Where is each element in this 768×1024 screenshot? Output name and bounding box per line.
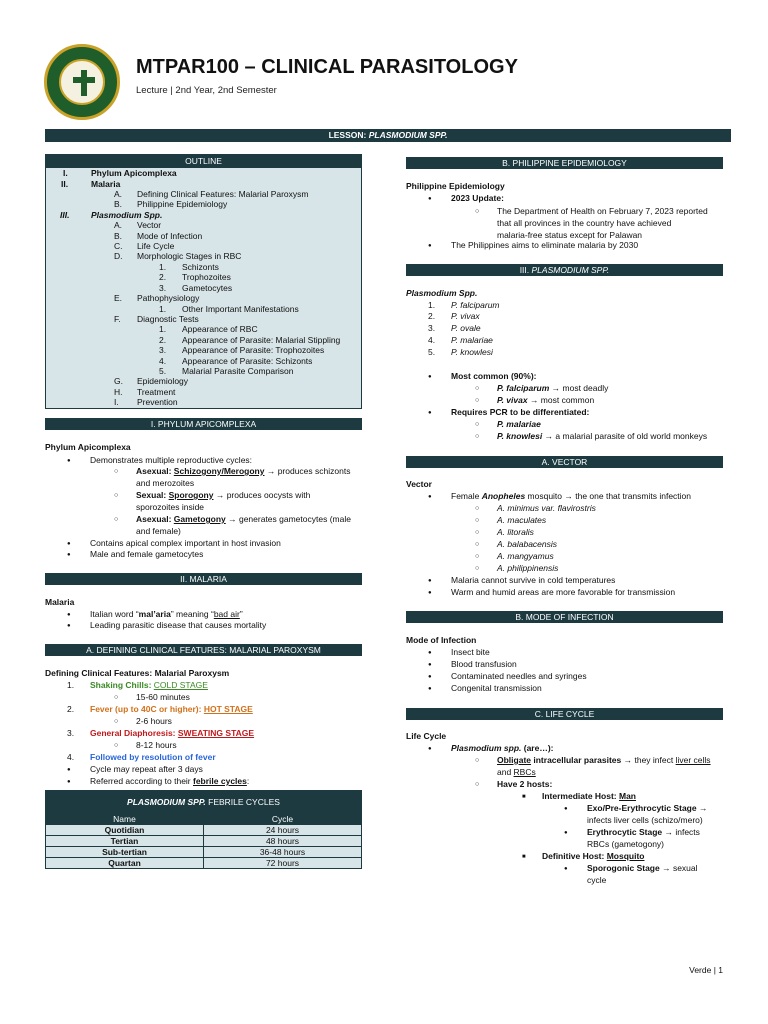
list-item: Fever (up to 40C or higher): HOT STAGE [90, 704, 253, 714]
list-num: 2. [67, 704, 75, 714]
section-bar-vector: A. VECTOR [406, 456, 723, 468]
list-item: ○ A. philippinensis [497, 563, 558, 574]
section-heading: Philippine Epidemiology [406, 181, 505, 191]
lesson-bar: LESSON: PLASMODIUM SPP. [45, 129, 731, 142]
list-item: ● Male and female gametocytes [90, 549, 203, 560]
febrile-cycles-table [45, 790, 362, 869]
section-bar-infection: B. MODE OF INFECTION [406, 611, 723, 623]
list-item: P. malariae [451, 335, 493, 345]
outline-num: A. [114, 189, 123, 199]
list-item: ○ A. minimus var. flavirostris [497, 503, 596, 514]
outline-num: G. [114, 376, 123, 386]
outline-item: Malarial Parasite Comparison [182, 366, 294, 376]
list-item: ■ Definitive Host: Mosquito [542, 851, 644, 862]
list-num: 1. [67, 680, 75, 690]
outline-item: Diagnostic Tests [137, 314, 199, 324]
section-bar-epidemiology: B. PHILIPPINE EPIDEMIOLOGY [406, 157, 723, 169]
outline-num: I. [63, 168, 68, 178]
outline-item: Appearance of Parasite: Schizonts [182, 356, 313, 366]
section-bar-phylum: I. PHYLUM APICOMPLEXA [45, 418, 362, 430]
outline-item: Other Important Manifestations [182, 304, 299, 314]
table-cell: Quartan [45, 858, 203, 869]
outline-num: 1. [159, 324, 167, 334]
section-bar-plasmodium: III. PLASMODIUM SPP. [406, 264, 723, 276]
section-heading: Life Cycle [406, 731, 447, 741]
list-item: ○ A. balabacensis [497, 539, 557, 550]
page-title: MTPAR100 – CLINICAL PARASITOLOGY [136, 56, 518, 78]
list-item: ● Leading parasitic disease that causes mortality [90, 620, 266, 631]
outline-item: Pathophysiology [137, 293, 200, 303]
list-item: ○ Asexual: Schizogony/Merogony → produces schizonts [136, 466, 350, 477]
table-title: PLASMODIUM SPP. FEBRILE CYCLES [45, 790, 362, 814]
outline-item: Prevention [137, 397, 178, 407]
section-bar-lifecycle: C. LIFE CYCLE [406, 708, 723, 720]
page-subtitle: Lecture | 2nd Year, 2nd Semester [136, 85, 277, 96]
outline-item: Schizonts [182, 262, 219, 272]
outline-num: 1. [159, 304, 167, 314]
outline-num: 1. [159, 262, 167, 272]
list-item: ○ P. falciparum → most deadly [497, 383, 608, 394]
page-footer: Verde | 1 [689, 965, 723, 975]
table-cell: 48 hours [203, 836, 362, 847]
outline-num: H. [114, 387, 123, 397]
list-item: ● Cycle may repeat after 3 days [90, 764, 203, 775]
outline-num: III. [60, 210, 70, 220]
list-num: 4. [67, 752, 75, 762]
table-row [45, 858, 362, 869]
list-item: ● Requires PCR to be differentiated: [451, 407, 589, 418]
list-item: ● Demonstrates multiple reproductive cycles: [90, 455, 252, 466]
table-cell: 24 hours [203, 825, 362, 836]
outline-item: Gametocytes [182, 283, 233, 293]
list-item: ● Sporogonic Stage → sexual [587, 863, 698, 874]
outline-num: C. [114, 241, 123, 251]
outline-item: Philippine Epidemiology [137, 199, 228, 209]
list-item-cont: sporozoites inside [136, 502, 205, 512]
list-item: ○ Asexual: Gametogony → generates gametocytes (male [136, 514, 351, 525]
outline-num: B. [114, 199, 123, 209]
section-heading: Plasmodium Spp. [406, 288, 478, 298]
section-heading: Vector [406, 479, 432, 489]
table-header-row [45, 814, 362, 825]
table-row [45, 836, 362, 847]
outline-num: E. [114, 293, 123, 303]
outline-item: Epidemiology [137, 376, 189, 386]
table-cell: 72 hours [203, 858, 362, 869]
university-seal-icon [44, 44, 120, 120]
outline-item: Appearance of Parasite: Malarial Stippling [182, 335, 341, 345]
outline-num: 5. [159, 366, 167, 376]
table-cell: Tertian [45, 836, 203, 847]
list-item: ○ P. malariae [497, 419, 541, 430]
list-num: 3. [428, 323, 436, 333]
list-item: ○ P. vivax → most common [497, 395, 594, 406]
column-header-name: Name [45, 814, 203, 825]
section-bar-malaria: II. MALARIA [45, 573, 362, 585]
list-item-cont: RBCs (gametogony) [587, 839, 665, 849]
list-item: ○ 8-12 hours [136, 740, 177, 751]
outline-item: Appearance of Parasite: Trophozoites [182, 345, 325, 355]
section-heading: Mode of Infection [406, 635, 477, 645]
list-item-cont: and female) [136, 526, 181, 536]
list-num: 2. [428, 311, 436, 321]
outline-num: I. [114, 397, 119, 407]
list-item: Followed by resolution of fever [90, 752, 216, 762]
table-cell: Quotidian [45, 825, 203, 836]
list-item: P. knowlesi [451, 347, 493, 357]
table-row [45, 825, 362, 836]
column-header-cycle: Cycle [203, 814, 362, 825]
list-item: ● Contains apical complex important in host invasion [90, 538, 281, 549]
outline-item: Malaria [91, 179, 121, 189]
list-item: ○ A. mangyamus [497, 551, 554, 562]
list-item: ○ A. litoralis [497, 527, 534, 538]
outline-num: 3. [159, 345, 167, 355]
list-item-cont: cycle [587, 875, 607, 885]
list-item: ● 2023 Update: [451, 193, 504, 204]
list-item: ○ A. maculates [497, 515, 546, 526]
list-item: ● Insect bite [451, 647, 490, 658]
outline-num: B. [114, 231, 123, 241]
list-item-cont: malaria-free status except for Palawan [497, 230, 643, 240]
list-item: ● Italian word “mal’aria” meaning “bad air” [90, 609, 243, 620]
outline-num: 2. [159, 335, 167, 345]
list-item: ■ Intermediate Host: Man [542, 791, 636, 802]
list-num: 3. [67, 728, 75, 738]
outline-box [45, 154, 362, 409]
outline-title: OUTLINE [46, 155, 361, 168]
outline-num: D. [114, 251, 123, 261]
list-item: P. vivax [451, 311, 480, 321]
list-item: ○ 2-6 hours [136, 716, 172, 727]
outline-num: II. [61, 179, 69, 189]
outline-num: F. [114, 314, 121, 324]
header [44, 44, 734, 118]
list-item-cont: and RBCs [497, 767, 536, 777]
table-row [45, 847, 362, 858]
list-item: P. ovale [451, 323, 481, 333]
table-cell: Sub-tertian [45, 847, 203, 858]
list-item-cont: that all provinces in the country have achieved [497, 218, 672, 228]
section-heading: Defining Clinical Features: Malarial Paroxysm [45, 668, 230, 678]
list-item: ○ Obligate intracellular parasites → they infect liver cells [497, 755, 711, 766]
list-item: ● Exo/Pre-Erythrocytic Stage → [587, 803, 707, 814]
list-item: ○ P. knowlesi → a malarial parasite of old world monkeys [497, 431, 707, 442]
outline-num: 4. [159, 356, 167, 366]
outline-item: Appearance of RBC [182, 324, 258, 334]
list-item: ● Most common (90%): [451, 371, 536, 382]
outline-item: Trophozoites [182, 272, 231, 282]
outline-item: Vector [137, 220, 162, 230]
section-bar-paroxysm: A. DEFINING CLINICAL FEATURES: MALARIAL PAROXYSM [45, 644, 362, 656]
outline-item: Defining Clinical Features: Malarial Paroxysm [137, 189, 309, 199]
outline-item: Morphologic Stages in RBC [137, 251, 242, 261]
list-item: ● Contaminated needles and syringes [451, 671, 587, 682]
outline-item: Life Cycle [137, 241, 175, 251]
outline-item: Mode of Infection [137, 231, 203, 241]
list-item: ● Plasmodium spp. (are…): [451, 743, 554, 754]
list-num: 1. [428, 300, 436, 310]
list-item: ● Warm and humid areas are more favorable for transmission [451, 587, 675, 598]
list-item: ○ Sexual: Sporogony → produces oocysts with [136, 490, 310, 501]
list-item: P. falciparum [451, 300, 500, 310]
outline-num: 2. [159, 272, 167, 282]
outline-item: Plasmodium Spp. [91, 210, 163, 220]
section-heading: Phylum Apicomplexa [45, 442, 131, 452]
outline-num: 3. [159, 283, 167, 293]
list-item: ● Malaria cannot survive in cold temperatures [451, 575, 615, 586]
list-item: Shaking Chills: COLD STAGE [90, 680, 208, 690]
list-item: ● Erythrocytic Stage → infects [587, 827, 700, 838]
outline-num: A. [114, 220, 123, 230]
list-item: ● Female Anopheles mosquito → the one that transmits infection [451, 491, 691, 502]
outline-item: Treatment [137, 387, 176, 397]
list-item: ○ 15-60 minutes [136, 692, 190, 703]
list-item: ○ Have 2 hosts: [497, 779, 552, 790]
list-item: ○ The Department of Health on February 7, 2023 reported [497, 206, 708, 217]
list-num: 4. [428, 335, 436, 345]
list-item-cont: and merozoites [136, 478, 195, 488]
list-item: ● Referred according to their febrile cycles: [90, 776, 249, 787]
list-item: ● Blood transfusion [451, 659, 517, 670]
table-cell: 36-48 hours [203, 847, 362, 858]
list-num: 5. [428, 347, 436, 357]
list-item: General Diaphoresis: SWEATING STAGE [90, 728, 255, 738]
section-heading: Malaria [45, 597, 75, 607]
outline-item: Phylum Apicomplexa [91, 168, 177, 178]
list-item-cont: infects liver cells (schizo/mero) [587, 815, 703, 825]
list-item: ● The Philippines aims to eliminate malaria by 2030 [451, 240, 638, 251]
list-item: ● Congenital transmission [451, 683, 542, 694]
